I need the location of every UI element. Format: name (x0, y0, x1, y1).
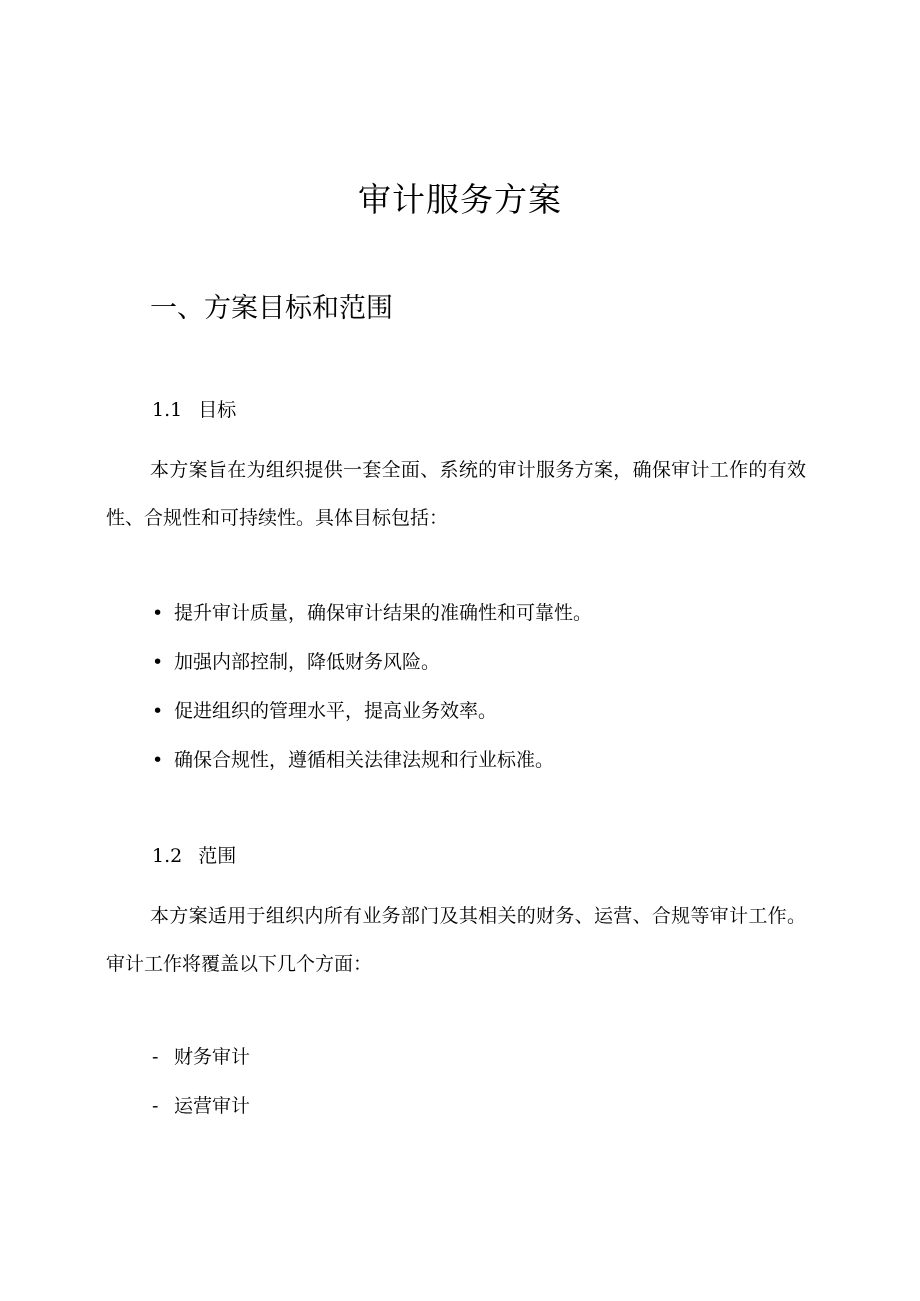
subsection-heading-goals (152, 397, 236, 423)
scope-dash-list (152, 1044, 250, 1142)
subsection-title: 目标 (198, 399, 237, 421)
section-heading: 一、方案目标和范围 (150, 293, 393, 324)
list-item-text: 确保合规性，遵循相关法律法规和行业标准。 (174, 749, 555, 771)
dash-marker: - (152, 1095, 159, 1117)
list-item-text: 运营审计 (174, 1095, 251, 1117)
list-item (152, 1093, 250, 1142)
subsection-title: 范围 (198, 845, 237, 867)
goals-paragraph: 本方案旨在为组织提供一套全面、系统的审计服务方案，确保审计工作的有效性、合规性和可持续性。具体目标包括： (106, 459, 806, 529)
subsection-number: 1.2 (152, 845, 183, 867)
dash-marker: - (152, 1046, 159, 1068)
bullet-marker: • (152, 700, 164, 722)
list-item-text: 促进组织的管理水平，提高业务效率。 (174, 700, 498, 722)
list-item (152, 1044, 250, 1093)
bullet-marker: • (152, 749, 164, 771)
list-item (152, 698, 592, 747)
bullet-marker: • (152, 651, 164, 673)
bullet-marker: • (152, 602, 164, 624)
subsection-heading-scope (152, 843, 236, 869)
list-item-text: 财务审计 (174, 1046, 251, 1068)
list-item (152, 747, 592, 796)
list-item-text: 提升审计质量，确保审计结果的准确性和可靠性。 (174, 602, 593, 624)
list-item (152, 649, 592, 698)
list-item (152, 600, 592, 649)
document-title: 审计服务方案 (358, 180, 562, 219)
list-item-text: 加强内部控制，降低财务风险。 (174, 651, 441, 673)
goals-bullet-list (152, 600, 592, 796)
scope-paragraph: 本方案适用于组织内所有业务部门及其相关的财务、运营、合规等审计工作。审计工作将覆盖以下几个方面： (106, 905, 806, 975)
subsection-number: 1.1 (152, 399, 183, 421)
